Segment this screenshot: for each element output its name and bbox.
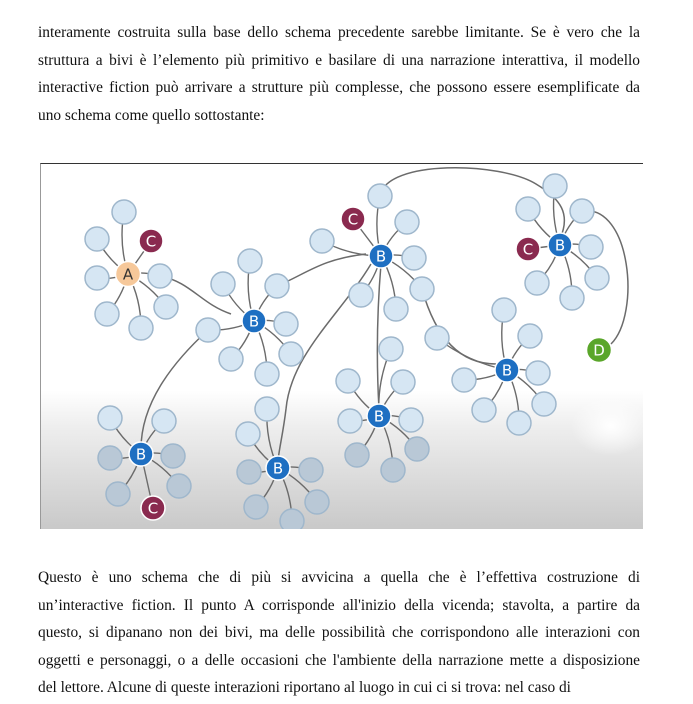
- leaf-node: [585, 266, 609, 290]
- leaf-node: [391, 370, 415, 394]
- leaf-node: [255, 397, 279, 421]
- node-b-label: B: [135, 445, 147, 464]
- text-line: questo, si dipanano non dei bivi, ma delle possibilità che corrispondono alle interazioni con: [38, 624, 640, 642]
- leaf-node: [148, 264, 172, 288]
- node-a: [116, 262, 141, 287]
- node-c: [141, 496, 165, 520]
- paragraph-bottom: [38, 564, 640, 702]
- leaf-node: [336, 369, 360, 393]
- leaf-node: [244, 495, 268, 519]
- leaf-node: [280, 509, 304, 529]
- leaf-node: [196, 318, 220, 342]
- leaf-node: [402, 246, 426, 270]
- leaf-node: [560, 286, 584, 310]
- leaf-node: [279, 342, 303, 366]
- text-line: interactive fiction può arrivare a strutture più complesse, che possono essere esemplificate da: [38, 79, 640, 97]
- leaf-node: [237, 460, 261, 484]
- text-line: uno schema come quello sottostante:: [38, 106, 265, 124]
- leaf-node: [532, 392, 556, 416]
- leaf-node: [98, 446, 122, 470]
- leaf-node: [129, 316, 153, 340]
- node-c: [139, 229, 163, 253]
- node-d-label: D: [593, 341, 605, 360]
- leaf-node: [167, 474, 191, 498]
- leaf-node: [452, 368, 476, 392]
- leaf-node: [384, 297, 408, 321]
- node-c-label: C: [145, 232, 157, 251]
- leaf-node: [518, 324, 542, 348]
- node-d: [587, 338, 612, 363]
- leaf-node: [236, 422, 260, 446]
- node-c-label: C: [522, 240, 534, 259]
- leaf-node: [305, 490, 329, 514]
- leaf-node: [85, 227, 109, 251]
- leaf-node: [579, 235, 603, 259]
- leaf-node: [410, 277, 434, 301]
- leaf-node: [526, 361, 550, 385]
- leaf-node: [85, 266, 109, 290]
- leaf-node: [345, 443, 369, 467]
- leaf-node: [425, 326, 449, 350]
- leaf-node: [238, 249, 262, 273]
- node-b-label: B: [272, 459, 284, 478]
- node-c-label: C: [147, 499, 159, 518]
- leaf-node: [368, 184, 392, 208]
- leaf-node: [95, 302, 119, 326]
- leaf-node: [379, 337, 403, 361]
- diagram-canvas: [41, 164, 643, 529]
- leaf-node: [274, 312, 298, 336]
- leaf-node: [106, 482, 130, 506]
- leaf-node: [492, 298, 516, 322]
- leaf-node: [265, 274, 289, 298]
- leaf-node: [525, 271, 549, 295]
- node-b-label: B: [373, 407, 385, 426]
- text-line: interamente costruita sulla base dello schema precedente sarebbe limitante. Se è vero che la: [38, 24, 640, 41]
- paragraph-top: [38, 19, 640, 129]
- leaf-node: [395, 210, 419, 234]
- leaf-node: [507, 411, 531, 435]
- leaf-node: [405, 437, 429, 461]
- leaf-node: [349, 283, 373, 307]
- node-c-label: C: [347, 210, 359, 229]
- leaf-node: [472, 398, 496, 422]
- node-b-label: B: [501, 361, 513, 380]
- node-b: [266, 456, 290, 480]
- text-line: oggetti e personaggi, o a delle occasioni che l'ambiente della narrazione mette a disposizione: [38, 651, 640, 669]
- leaf-node: [299, 458, 323, 482]
- leaf-node: [516, 197, 540, 221]
- leaf-node: [381, 458, 405, 482]
- leaf-node: [338, 409, 362, 433]
- leaf-node: [98, 406, 122, 430]
- node-b-label: B: [248, 312, 260, 331]
- node-a-label: A: [122, 265, 134, 284]
- leaf-node: [112, 200, 136, 224]
- leaf-node: [255, 362, 279, 386]
- text-line: struttura a bivi è l’elemento più primitivo e basilare di una narrazione interattiva, il modello: [38, 51, 640, 69]
- text-line: Questo è uno schema che di più si avvicina a quella che è l’effettiva costruzione di: [38, 569, 640, 586]
- text-line: un’interactive fiction. Il punto A corrisponde all'inizio della vicenda; stavolta, a partire da: [38, 596, 640, 614]
- node-b: [495, 358, 519, 382]
- node-b: [129, 442, 153, 466]
- node-b: [367, 404, 391, 428]
- leaf-node: [399, 408, 423, 432]
- interactive-fiction-diagram: [40, 163, 643, 529]
- node-c: [341, 207, 365, 231]
- node-b: [548, 233, 572, 257]
- node-b: [242, 309, 266, 333]
- leaf-node: [219, 347, 243, 371]
- leaf-node: [543, 174, 567, 198]
- node-c: [516, 237, 540, 261]
- leaf-node: [152, 409, 176, 433]
- text-line: del lettore. Alcune di queste interazioni riportano al luogo in cui ci si trova: nel caso di: [38, 679, 571, 697]
- node-b-label: B: [554, 236, 566, 255]
- node-b-label: B: [375, 247, 387, 266]
- leaf-node: [310, 229, 334, 253]
- leaf-node: [154, 295, 178, 319]
- leaf-node: [211, 272, 235, 296]
- leaf-node: [161, 444, 185, 468]
- node-b: [369, 244, 393, 268]
- leaf-node: [570, 199, 594, 223]
